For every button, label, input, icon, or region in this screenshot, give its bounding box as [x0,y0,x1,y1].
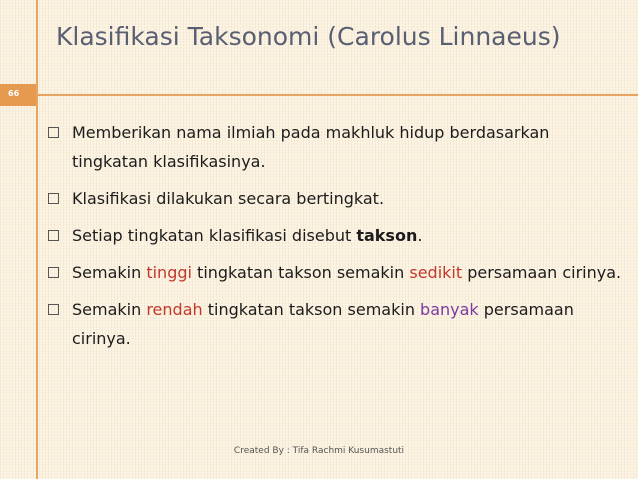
left-border-line [36,0,38,479]
bullet-item-2 [44,184,624,213]
checkbox-icon [48,267,59,278]
slide-number-box [0,84,36,106]
highlight-word: tinggi [146,263,192,282]
bullet-text-mid: tingkatan takson semakin [191,263,410,282]
slide-number: 66 [8,89,20,98]
checkbox-icon [48,193,59,204]
slide-title: Klasifikasi Taksonomi (Carolus Linnaeus) [56,22,561,51]
highlight-word: rendah [146,300,203,319]
bullet-text: Semakin [72,263,147,282]
bullet-keyword: takson [356,226,418,245]
bullet-text: Memberikan nama ilmiah pada makhluk hidup berdasarkan tingkatan klasifikasinya. [72,123,550,171]
bullet-text: Semakin [72,300,147,319]
bullet-item-1 [44,118,624,176]
slide-footer: Created By : Tifa Rachmi Kusumastuti [233,446,405,456]
highlight-word: banyak [420,300,479,319]
bullet-item-3 [44,221,624,250]
bullet-text: Klasifikasi dilakukan secara bertingkat. [72,189,385,208]
checkbox-icon [48,127,59,138]
highlight-word: sedikit [409,263,463,282]
header-divider [38,94,638,96]
bullet-item-4 [44,258,624,287]
bullet-text-mid: tingkatan takson semakin [202,300,421,319]
bullet-item-5 [44,295,624,353]
checkbox-icon [48,230,59,241]
bullet-text-end: persamaan cirinya. [72,300,574,348]
bullet-text-end: . [417,226,423,245]
bullet-text: Setiap tingkatan klasifikasi disebut [72,226,357,245]
bullet-list [44,118,624,361]
bullet-text-end: persamaan cirinya. [462,263,622,282]
checkbox-icon [48,304,59,315]
